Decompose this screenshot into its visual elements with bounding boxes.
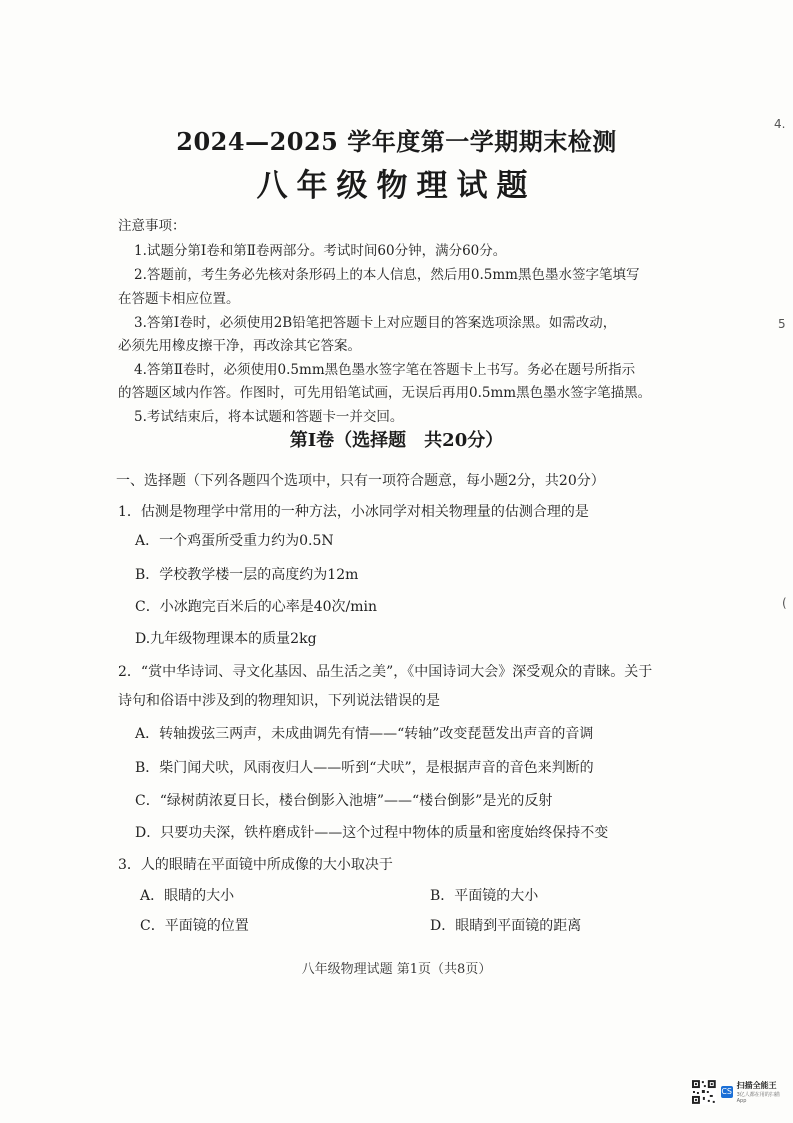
question-3-option-a: A．眼睛的大小: [140, 888, 235, 904]
edge-mark: (: [782, 596, 787, 610]
question-2-stem: 2．“赏中华诗词、寻文化基因、品生活之美”，《中国诗词大会》深受观众的青睐。关于: [118, 664, 653, 680]
scanner-app-name: 扫描全能王: [736, 1081, 777, 1090]
exam-subtitle: 八年级物理试题: [256, 168, 537, 204]
section-title: 第Ⅰ卷（选择题 共20分）: [289, 430, 504, 451]
section-instruction: 一、选择题（下列各题四个选项中，只有一项符合题意，每小题2分，共20分）: [116, 473, 605, 489]
question-3-option-b: B．平面镜的大小: [430, 888, 539, 904]
question-2-stem-continued: 诗句和俗语中涉及到的物理知识，下列说法错误的是: [118, 693, 440, 709]
note-line: 1.试题分第Ⅰ卷和第Ⅱ卷两部分。考试时间60分钟，满分60分。: [134, 243, 507, 259]
scanner-logo-icon: CS: [721, 1087, 732, 1096]
note-line: 5.考试结束后，将本试题和答题卡一并交回。: [134, 409, 404, 425]
scanner-watermark: [691, 1077, 789, 1107]
question-1-option-b: B．学校教学楼一层的高度约为12m: [135, 567, 359, 583]
question-2-option-b: B．柴门闻犬吠，风雨夜归人——听到“犬吠”，是根据声音的音色来判断的: [135, 760, 594, 776]
note-line: 在答题卡相应位置。: [118, 291, 240, 307]
question-2-option-d: D．只要功夫深，铁杵磨成针——这个过程中物体的质量和密度始终保持不变: [135, 825, 609, 841]
question-1-option-c: C．小冰跑完百米后的心率是40次/min: [135, 599, 378, 615]
exam-title: 2024—2025 学年度第一学期期末检测: [176, 127, 617, 156]
note-line: 2.答题前，考生务必先核对条形码上的本人信息，然后用0.5mm黑色墨水签字笔填写: [134, 267, 640, 283]
edge-mark: 4.: [774, 117, 786, 131]
note-line: 必须先用橡皮擦干净，再改涂其它答案。: [118, 338, 361, 354]
note-line: 3.答第Ⅰ卷时，必须使用2B铅笔把答题卡上对应题目的答案选项涂黑。如需改动，: [134, 315, 617, 331]
scanner-app-tagline: 3亿人都在用的扫描App: [736, 1092, 780, 1104]
question-3-option-d: D．眼睛到平面镜的距离: [430, 918, 582, 934]
notes-heading: 注意事项：: [118, 218, 186, 234]
qr-code-icon: [691, 1079, 717, 1105]
note-line: 4.答第Ⅱ卷时，必须使用0.5mm黑色墨水签字笔在答题卡上书写。务必在题号所指示: [134, 362, 636, 378]
note-line: 的答题区域内作答。作图时，可先用铅笔试画，无误后再用0.5mm黑色墨水签字笔描黑。: [118, 385, 652, 401]
question-2-option-a: A．转轴拨弦三两声，未成曲调先有情——“转轴”改变琵琶发出声音的音调: [135, 726, 594, 742]
question-1-stem: 1．估测是物理学中常用的一种方法，小冰同学对相关物理量的估测合理的是: [118, 504, 589, 520]
question-2-option-c: C．“绿树荫浓夏日长，楼台倒影入池塘”——“楼台倒影”是光的反射: [135, 793, 553, 809]
question-3-stem: 3．人的眼睛在平面镜中所成像的大小取决于: [118, 857, 393, 873]
question-1-option-a: A．一个鸡蛋所受重力约为0.5N: [135, 533, 334, 549]
page-footer: 八年级物理试题 第1页（共8页）: [301, 962, 492, 977]
question-3-option-c: C．平面镜的位置: [140, 918, 249, 934]
question-1-option-d: D.九年级物理课本的质量2kg: [135, 631, 317, 647]
edge-mark: 5: [778, 317, 786, 331]
